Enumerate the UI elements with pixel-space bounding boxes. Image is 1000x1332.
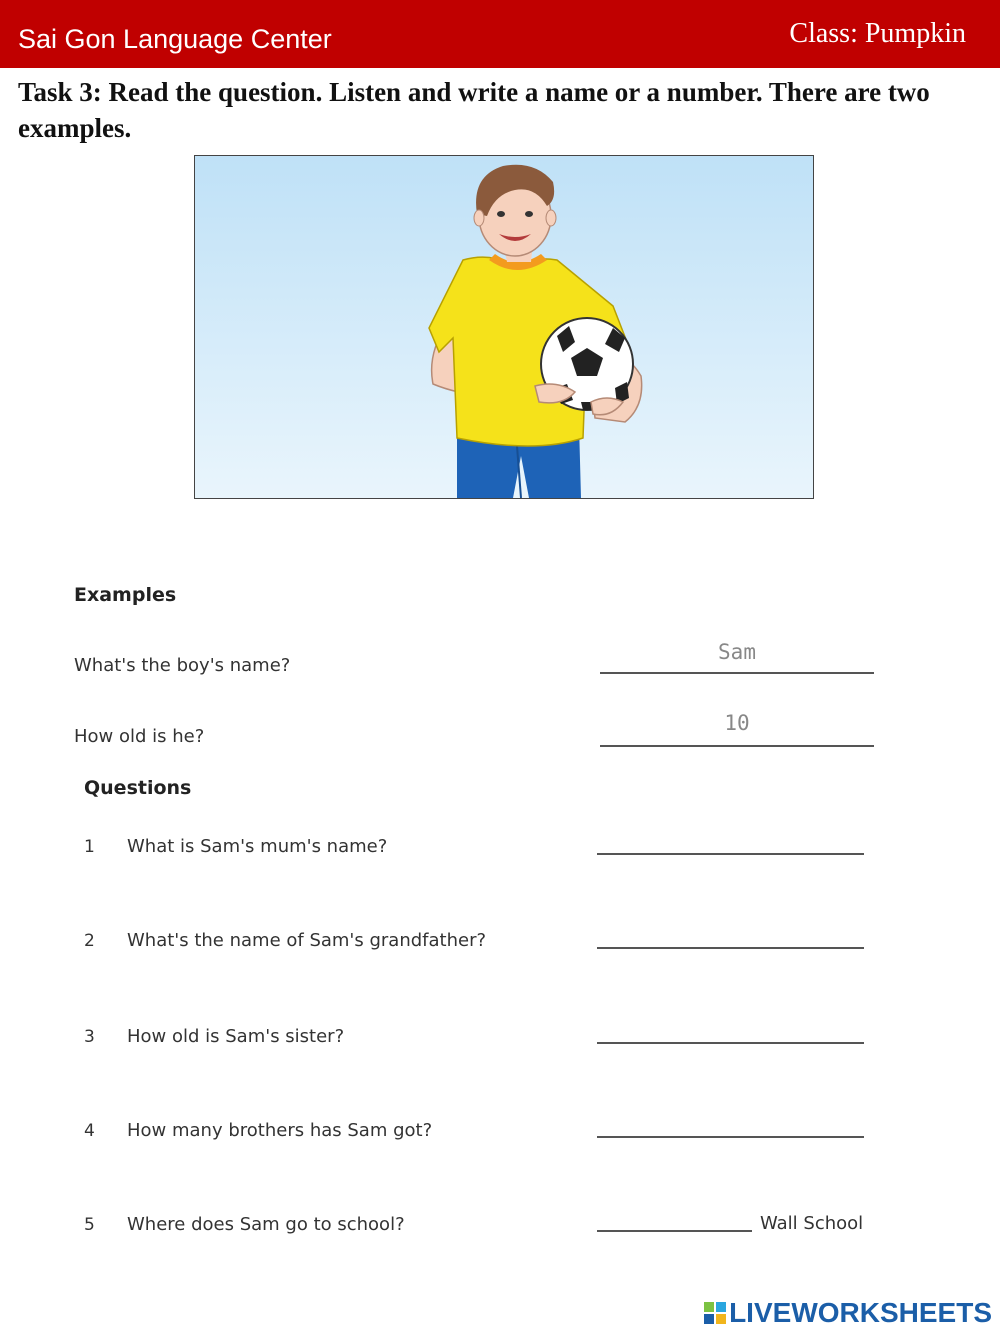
answer-line-3[interactable] <box>597 1042 864 1044</box>
boy-with-football-illustration <box>194 155 814 499</box>
question-3: How old is Sam's sister? <box>127 1026 345 1047</box>
example-answer-1: Sam <box>718 640 756 664</box>
answer-line-1[interactable] <box>597 853 864 855</box>
example-answer-2: 10 <box>724 711 750 735</box>
question-number-3: 3 <box>84 1027 95 1047</box>
question-2: What's the name of Sam's grandfather? <box>127 930 487 951</box>
answer-line-5[interactable] <box>597 1230 752 1232</box>
header-bar <box>0 0 1000 68</box>
class-label: Class: Pumpkin <box>789 18 966 49</box>
answer-line-2[interactable] <box>597 947 864 949</box>
liveworksheets-logo-icon <box>704 1302 726 1324</box>
example-question-2: How old is he? <box>74 726 205 747</box>
question-1: What is Sam's mum's name? <box>127 836 388 857</box>
questions-heading: Questions <box>84 777 192 799</box>
question-number-5: 5 <box>84 1215 95 1235</box>
question-5: Where does Sam go to school? <box>127 1214 405 1235</box>
answer-line-4[interactable] <box>597 1136 864 1138</box>
liveworksheets-logo <box>704 1298 992 1328</box>
question-number-4: 4 <box>84 1121 95 1141</box>
question-4: How many brothers has Sam got? <box>127 1120 433 1141</box>
question-number-1: 1 <box>84 837 95 857</box>
task-instructions: Task 3: Read the question. Listen and write a name or a number. There are two examples. <box>18 77 930 143</box>
question-number-2: 2 <box>84 931 95 951</box>
liveworksheets-logo-text: LIVEWORKSHEETS <box>729 1297 992 1328</box>
example-answer-line-1 <box>600 672 874 674</box>
example-question-1: What's the boy's name? <box>74 655 291 676</box>
boy-illustration-icon <box>195 156 813 498</box>
examples-heading: Examples <box>74 584 177 606</box>
center-name: Sai Gon Language Center <box>18 24 332 54</box>
answer-suffix-5: Wall School <box>760 1213 864 1234</box>
example-answer-line-2 <box>600 745 874 747</box>
